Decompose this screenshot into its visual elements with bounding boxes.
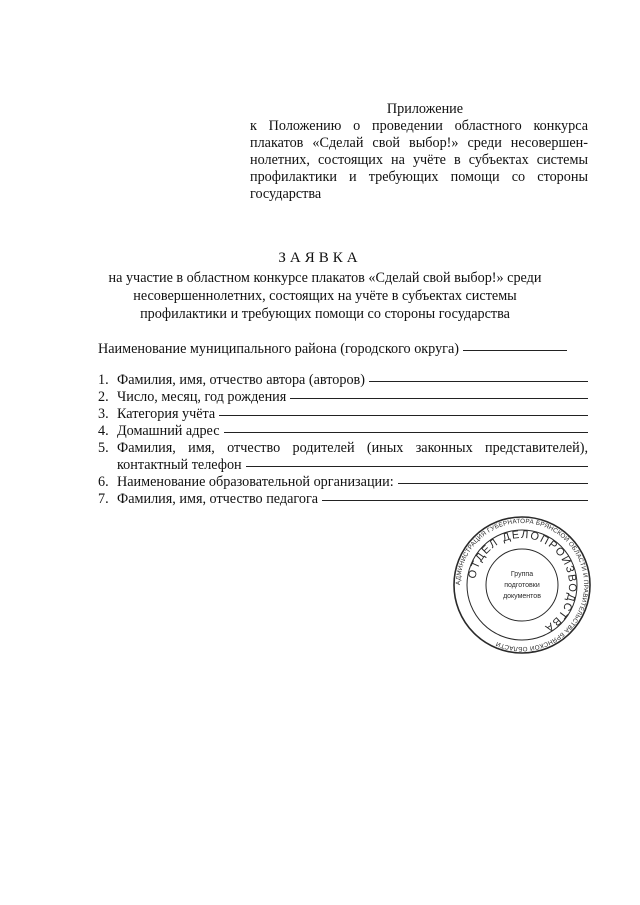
author-name-blank[interactable] (369, 380, 588, 382)
stamp-ring-text: ОТДЕЛ ДЕЛОПРОИЗВОДСТВА (466, 528, 579, 635)
list-item (98, 474, 588, 491)
item-number: 6. (98, 474, 109, 490)
item-label-continued: контактный телефон (117, 457, 242, 473)
stamp-center-line2: подготовки (504, 582, 540, 589)
item-label: Наименование образовательной организации: (117, 474, 394, 490)
registration-category-blank[interactable] (219, 414, 588, 416)
item-number: 2. (98, 389, 109, 405)
list-item (98, 440, 588, 474)
stamp-center-line3: документов (503, 593, 541, 600)
appendix-heading: Приложение (386, 101, 464, 117)
item-label: Фамилия, имя, отчество родителей (иных законных представителей), (117, 440, 588, 456)
list-item (98, 406, 588, 423)
home-address-blank[interactable] (224, 431, 589, 433)
stamp-outer-text: АДМИНИСТРАЦИЯ ГУБЕРНАТОРА БРЯНСКОЙ ОБЛАСТИ И ПРАВИТЕЛЬСТВА БРЯНСКОЙ ОБЛАСТИ (454, 517, 590, 653)
school-name-blank[interactable] (398, 482, 588, 484)
item-number: 4. (98, 423, 109, 439)
item-label: Категория учёта (117, 406, 216, 422)
list-item (98, 423, 588, 440)
birth-date-blank[interactable] (290, 397, 588, 399)
stamp-center-line1: Группа (510, 571, 534, 578)
item-number: 7. (98, 491, 109, 507)
form-title: ЗАЯВКА (278, 250, 362, 266)
parents-contact-blank[interactable] (246, 465, 588, 467)
appendix-text: к Положению о проведении областного конкурса плакатов «Сделай свой выбор!» среди несовершен- нолетних, состоящих на учёте в субъектах системы профилактики и требующих помощи со стороны государства (250, 118, 588, 202)
appendix-note (250, 101, 588, 203)
teacher-name-blank[interactable] (322, 499, 588, 501)
item-label: Домашний адрес (117, 423, 220, 439)
municipality-label: Наименование муниципального района (городского округа) (98, 341, 460, 357)
form-fields-list (98, 372, 588, 508)
municipality-blank[interactable] (463, 349, 567, 351)
municipality-field (98, 341, 588, 358)
item-number: 3. (98, 406, 109, 422)
item-label: Число, месяц, год рождения (117, 389, 287, 405)
item-number: 5. (98, 440, 109, 456)
item-number: 1. (98, 372, 109, 388)
item-label: Фамилия, имя, отчество автора (авторов) (117, 372, 365, 388)
item-label: Фамилия, имя, отчество педагога (117, 491, 319, 507)
form-subtitle: на участие в областном конкурсе плакатов «Сделай свой выбор!» среди несовершеннолетних, состоящих на учёте в субъектах системы профилактики и требующих помощи со стороны государства (108, 270, 542, 322)
list-item (98, 491, 588, 508)
list-item (98, 372, 588, 389)
list-item (98, 389, 588, 406)
office-stamp (452, 515, 592, 655)
